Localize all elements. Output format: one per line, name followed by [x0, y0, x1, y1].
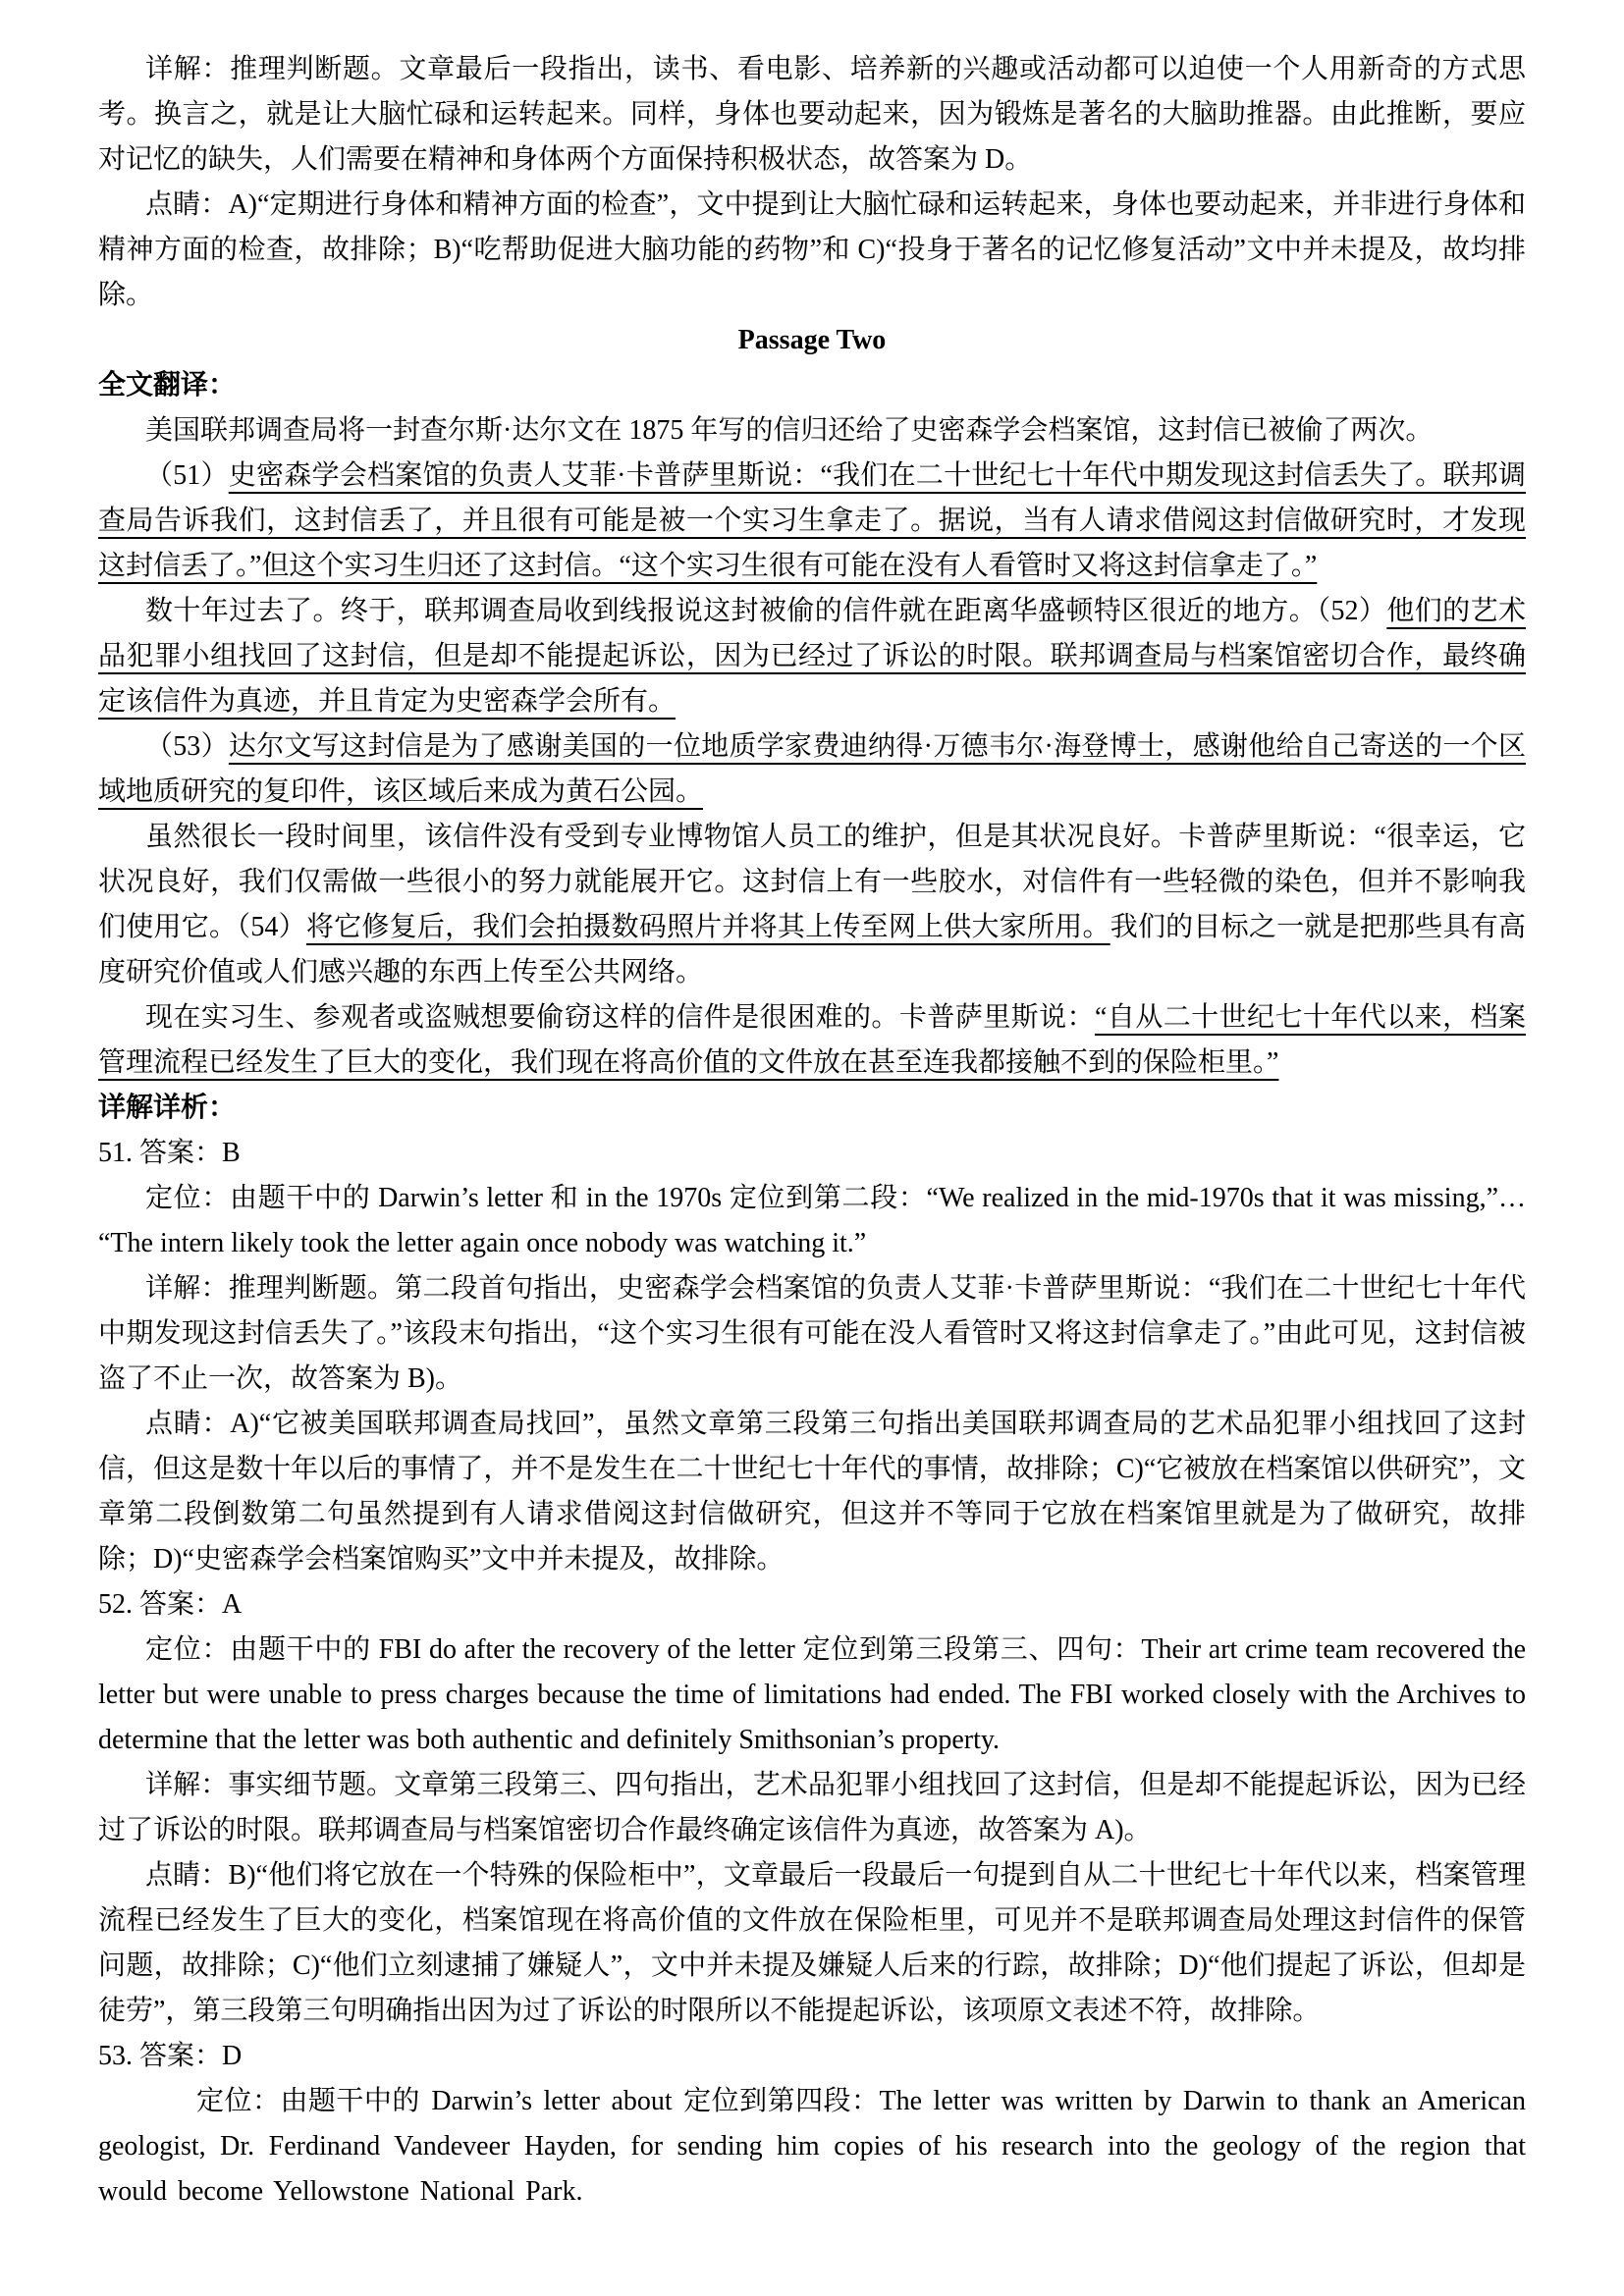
- text-run: 52. 答案：A: [98, 1589, 243, 1620]
- underlined-text: 史密森学会档案馆的负责人艾菲·卡普萨里斯说：“我们在二十世纪七十年代中期发现这封信丢失了。联邦调查局告诉我们，这封信丢了，并且很有可能是被一个实习生拿走了。据说，当有人请求借阅这封信做研究时，才发现这封信丢了。”但这个实习生归还了这封信。“这个实习生很有可能在没有人看管时又将这封信拿走了。”: [98, 460, 1526, 581]
- full-translation-heading: [98, 363, 1526, 408]
- text-run: 定位：由题干中的 FBI do after the recovery of the letter 定位到第三段第三、四句：Their art crime team recovered the letter but were unable to press charges because the time of limitations had ended. The FBI worked closely with the Archives to determine that the letter was both authentic and definitely Smithsonian’s property.: [98, 1634, 1526, 1755]
- locate-53-paragraph: [98, 2079, 1526, 2215]
- locate-52-paragraph: [98, 1628, 1526, 1763]
- text-run: 数十年过去了。终于，联邦调查局收到线报说这封被偷的信件就在距离华盛顿特区很近的地方。（52）: [145, 596, 1387, 626]
- underlined-text: “自从二十世纪七十年代以来，档案管理流程已经发生了巨大的变化，我们现在将高价值的文件放在甚至连我都接触不到的保险柜里。”: [98, 1002, 1526, 1078]
- answer-53-line: [98, 2034, 1526, 2079]
- text-run: 51. 答案：B: [98, 1138, 241, 1168]
- translation-paragraph-3: [98, 589, 1526, 724]
- text-run: Passage Two: [737, 325, 887, 355]
- translation-paragraph-1: [98, 408, 1526, 454]
- translation-paragraph-6: [98, 995, 1526, 1086]
- tips-51-paragraph: [98, 1402, 1526, 1582]
- text-run: （51）: [145, 460, 229, 491]
- underlined-text: 将它修复后，我们会拍摄数码照片并将其上传至网上供大家所用。: [305, 912, 1110, 942]
- answer-51-line: [98, 1131, 1526, 1176]
- tips-52-paragraph: [98, 1853, 1526, 2034]
- text-run: 详解详析：: [98, 1093, 237, 1123]
- text-run: 点睛：B)“他们将它放在一个特殊的保险柜中”，文章最后一段最后一句提到自从二十世纪七十年代以来，档案管理流程已经发生了巨大的变化，档案馆现在将高价值的文件放在保险柜里，可见并不是联邦调查局处理这封信件的保管问题，故排除；C)“他们立刻逮捕了嫌疑人”，文中并未提及嫌疑人后来的行踪，故排除；D)“他们提起了诉讼，但却是徒劳”，第三段第三句明确指出因为过了诉讼的时限所以不能提起诉讼，该项原文表述不符，故排除。: [98, 1860, 1526, 2026]
- translation-paragraph-4: [98, 724, 1526, 815]
- text-run: 点睛：A)“它被美国联邦调查局找回”，虽然文章第三段第三句指出美国联邦调查局的艺术品犯罪小组找回了这封信，但这是数十年以后的事情了，并不是发生在二十世纪七十年代的事情，故排除；C)“它被放在档案馆以供研究”，文章第二段倒数第二句虽然提到有人请求借阅这封信做研究，但这并不等同于它放在档案馆里就是为了做研究，故排除；D)“史密森学会档案馆购买”文中并未提及，故排除。: [98, 1409, 1526, 1575]
- underlined-text: 达尔文写这封信是为了感谢美国的一位地质学家费迪纳得·万德韦尔·海登博士，感谢他给自己寄送的一个区域地质研究的复印件，该区域后来成为黄石公园。: [98, 731, 1526, 807]
- text-run: 现在实习生、参观者或盗贼想要偷窃这样的信件是很困难的。卡普萨里斯说：: [145, 1002, 1095, 1033]
- text-run: 我们的目标之一就是把那些具有高度研究价值或人们感兴趣的东西上传至公共网络。: [98, 912, 1526, 988]
- analysis-heading: [98, 1086, 1526, 1131]
- text-run: 详解：推理判断题。文章最后一段指出，读书、看电影、培养新的兴趣或活动都可以迫使一个人用新奇的方式思考。换言之，就是让大脑忙碌和运转起来。同样，身体也要动起来，因为锻炼是著名的大脑助推器。由此推断，要应对记忆的缺失，人们需要在精神和身体两个方面保持积极状态，故答案为 D。: [98, 54, 1526, 175]
- passage-two-heading: [98, 318, 1526, 363]
- text-run: 定位：由题干中的 Darwin’s letter 和 in the 1970s 定位到第二段：“We realized in the mid-1970s that it was missing,”…“The intern likely took the letter again once nobody was watching it.”: [98, 1183, 1526, 1258]
- explanation-50-paragraph: [98, 47, 1526, 183]
- translation-paragraph-2: [98, 454, 1526, 589]
- document-body: [98, 47, 1526, 2215]
- explanation-52-paragraph: [98, 1763, 1526, 1853]
- text-run: 详解：事实细节题。文章第三段第三、四句指出，艺术品犯罪小组找回了这封信，但是却不能提起诉讼，因为已经过了诉讼的时限。联邦调查局与档案馆密切合作最终确定该信件为真迹，故答案为 A)。: [98, 1770, 1526, 1845]
- text-run: 53. 答案：D: [98, 2041, 243, 2071]
- text-run: 定位：由题干中的 Darwin’s letter about 定位到第四段：The letter was written by Darwin to thank an American geologist, Dr. Ferdinand Vandeveer Hayden, for sending him copies of his research into the geology of the region that would become Yellowstone National Park.: [98, 2086, 1526, 2207]
- text-run: 点睛：A)“定期进行身体和精神方面的检查”，文中提到让大脑忙碌和运转起来，身体也要动起来，并非进行身体和精神方面的检查，故排除；B)“吃帮助促进大脑功能的药物”和 C)“投身于著名的记忆修复活动”文中并未提及，故均排除。: [98, 189, 1526, 310]
- text-run: 详解：推理判断题。第二段首句指出，史密森学会档案馆的负责人艾菲·卡普萨里斯说：“我们在二十世纪七十年代中期发现这封信丢失了。”该段末句指出，“这个实习生很有可能在没人看管时又将这封信拿走了。”由此可见，这封信被盗了不止一次，故答案为 B)。: [98, 1273, 1526, 1394]
- text-run: （53）: [145, 731, 229, 762]
- translation-paragraph-5: [98, 815, 1526, 995]
- locate-51-paragraph: [98, 1176, 1526, 1266]
- explanation-51-paragraph: [98, 1266, 1526, 1402]
- answer-52-line: [98, 1582, 1526, 1628]
- text-run: 全文翻译：: [98, 370, 237, 400]
- text-run: 美国联邦调查局将一封查尔斯·达尔文在 1875 年写的信归还给了史密森学会档案馆，这封信已被偷了两次。: [145, 415, 1434, 446]
- tips-50-paragraph: [98, 183, 1526, 318]
- text-run: 虽然很长一段时间里，该信件没有受到专业博物馆人员工的维护，但是其状况良好。卡普萨里斯说：“很幸运，它状况良好，我们仅需做一些很小的努力就能展开它。这封信上有一些胶水，对信件有一些轻微的染色，但并不影响我们使用它。（54）: [98, 822, 1526, 942]
- underlined-text: 他们的艺术品犯罪小组找回了这封信，但是却不能提起诉讼，因为已经过了诉讼的时限。联邦调查局与档案馆密切合作，最终确定该信件为真迹，并且肯定为史密森学会所有。: [98, 596, 1526, 717]
